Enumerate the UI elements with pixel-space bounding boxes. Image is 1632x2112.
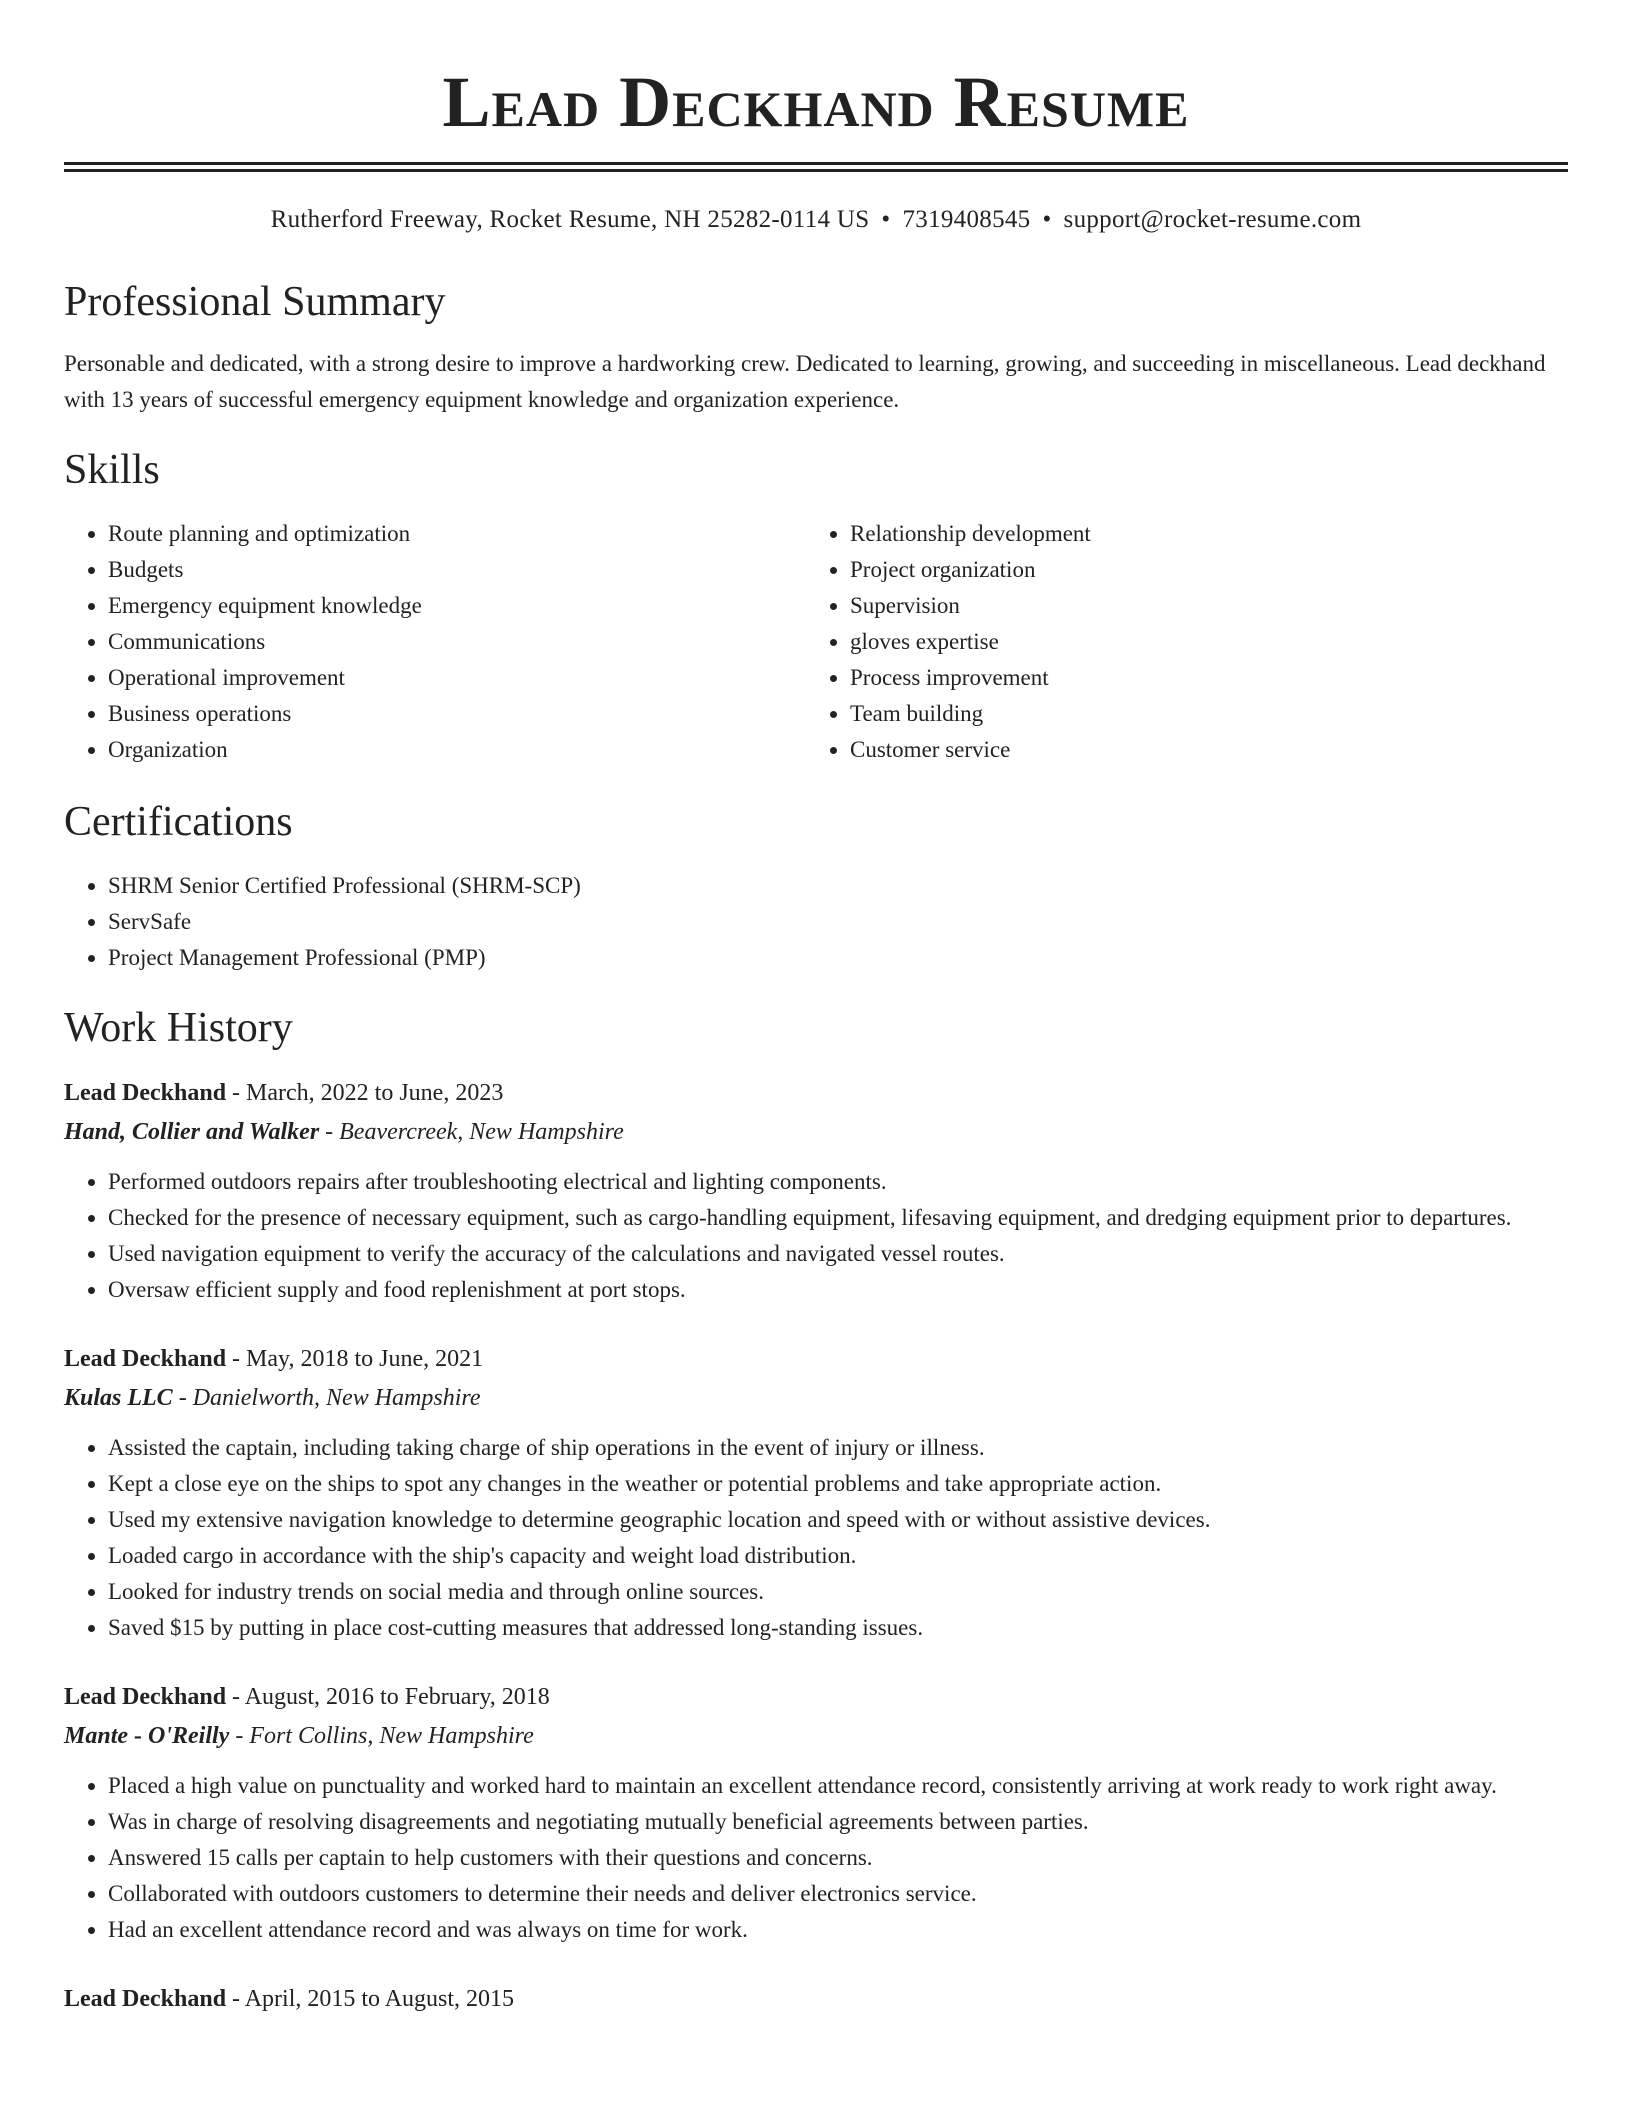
job-dates: - August, 2016 to February, 2018: [226, 1684, 550, 1710]
skill-item: • Supervision: [850, 588, 1548, 624]
job-header: [64, 1678, 1568, 1716]
job-company: Kulas LLC: [64, 1385, 173, 1411]
job-header: [64, 1340, 1568, 1378]
skill-item: • Customer service: [850, 732, 1548, 768]
skills-grid: [64, 516, 1568, 768]
responsibility-item: • Had an excellent attendance record and was always on time for work.: [108, 1912, 1568, 1948]
contact-line: [64, 204, 1568, 236]
responsibility-item: • Used my extensive navigation knowledge to determine geographic location and speed with or without assistive devices.: [108, 1502, 1568, 1538]
skill-item: • Project organization: [850, 552, 1548, 588]
summary-heading: Professional Summary: [64, 279, 446, 325]
responsibility-item: • Answered 15 calls per captain to help customers with their questions and concerns.: [108, 1840, 1568, 1876]
skills-column-left: [64, 516, 806, 768]
responsibility-item: • Performed outdoors repairs after troubleshooting electrical and lighting components.: [108, 1164, 1568, 1200]
contact-separator: •: [1042, 206, 1052, 233]
job-header: [64, 1980, 1568, 2018]
responsibility-item: • Saved $15 by putting in place cost-cutting measures that addressed long-standing issues.: [108, 1610, 1568, 1646]
job-entry: [64, 1980, 1568, 2018]
job-entry: [64, 1340, 1568, 1646]
job-dates: - March, 2022 to June, 2023: [226, 1080, 504, 1106]
skills-column-right: [806, 516, 1548, 768]
responsibility-item: • Was in charge of resolving disagreements and negotiating mutually beneficial agreements between parties.: [108, 1804, 1568, 1840]
job-title: Lead Deckhand: [64, 1080, 227, 1106]
contact-address: Rutherford Freeway, Rocket Resume, NH 25282-0114 US: [270, 206, 870, 233]
skill-item: • Process improvement: [850, 660, 1548, 696]
title-divider: [64, 162, 1568, 172]
responsibility-item: • Checked for the presence of necessary equipment, such as cargo-handling equipment, lifesaving equipment, and dredging equipment prior to departures.: [108, 1200, 1568, 1236]
responsibility-item: • Looked for industry trends on social media and through online sources.: [108, 1574, 1568, 1610]
certification-item: • ServSafe: [108, 904, 1568, 940]
job-location: - Beavercreek, New Hampshire: [319, 1119, 624, 1145]
skill-item: • Team building: [850, 696, 1548, 732]
responsibility-item: • Used navigation equipment to verify the accuracy of the calculations and navigated vessel routes.: [108, 1236, 1568, 1272]
responsibility-item: • Kept a close eye on the ships to spot any changes in the weather or potential problems and take appropriate action.: [108, 1466, 1568, 1502]
job-dates: - May, 2018 to June, 2021: [226, 1346, 484, 1372]
job-location: - Danielworth, New Hampshire: [172, 1385, 481, 1411]
job-title: Lead Deckhand: [64, 1986, 227, 2012]
job-entry: [64, 1074, 1568, 1308]
certification-item: • SHRM Senior Certified Professional (SHRM-SCP): [108, 868, 1568, 904]
job-responsibilities: [64, 1768, 1568, 1948]
skill-item: • Relationship development: [850, 516, 1548, 552]
skill-item: • Route planning and optimization: [108, 516, 806, 552]
job-header: [64, 1074, 1568, 1112]
job-title: Lead Deckhand: [64, 1684, 227, 1710]
job-employer: [64, 1378, 1568, 1418]
resume-title: Lead Deckhand Resume: [442, 62, 1190, 142]
job-employer: [64, 1112, 1568, 1152]
certifications-heading: Certifications: [64, 799, 293, 845]
contact-email: support@rocket-resume.com: [1063, 206, 1362, 233]
job-responsibilities: [64, 1164, 1568, 1308]
skill-item: • Emergency equipment knowledge: [108, 588, 806, 624]
skills-heading: Skills: [64, 447, 160, 493]
responsibility-item: • Oversaw efficient supply and food replenishment at port stops.: [108, 1272, 1568, 1308]
responsibility-item: • Assisted the captain, including taking charge of ship operations in the event of injury or illness.: [108, 1430, 1568, 1466]
responsibility-item: • Collaborated with outdoors customers to determine their needs and deliver electronics service.: [108, 1876, 1568, 1912]
certification-item: • Project Management Professional (PMP): [108, 940, 1568, 976]
skill-item: • Organization: [108, 732, 806, 768]
skill-item: • Communications: [108, 624, 806, 660]
contact-phone: 7319408545: [902, 206, 1031, 233]
job-title: Lead Deckhand: [64, 1346, 227, 1372]
responsibility-item: • Placed a high value on punctuality and worked hard to maintain an excellent attendance record, consistently arriving at work ready to work right away.: [108, 1768, 1568, 1804]
summary-text: Personable and dedicated, with a strong desire to improve a hardworking crew. Dedicated to learning, growing, and succeeding in miscellaneous. Lead deckhand with 13 years of successful emergency equipment knowledge and organization experience.: [64, 351, 1546, 412]
skill-item: • Budgets: [108, 552, 806, 588]
certifications-list: [64, 868, 1568, 976]
job-responsibilities: [64, 1430, 1568, 1646]
job-company: Hand, Collier and Walker: [64, 1119, 320, 1145]
skill-item: • gloves expertise: [850, 624, 1548, 660]
job-entry: [64, 1678, 1568, 1948]
job-location: - Fort Collins, New Hampshire: [229, 1723, 534, 1749]
skill-item: • Business operations: [108, 696, 806, 732]
job-dates: - April, 2015 to August, 2015: [226, 1986, 515, 2012]
job-company: Mante - O'Reilly: [64, 1723, 230, 1749]
skill-item: • Operational improvement: [108, 660, 806, 696]
contact-separator: •: [881, 206, 891, 233]
job-employer: [64, 1716, 1568, 1756]
work-history-heading: Work History: [64, 1005, 293, 1051]
responsibility-item: • Loaded cargo in accordance with the ship's capacity and weight load distribution.: [108, 1538, 1568, 1574]
resume-page: [64, 0, 1568, 2018]
